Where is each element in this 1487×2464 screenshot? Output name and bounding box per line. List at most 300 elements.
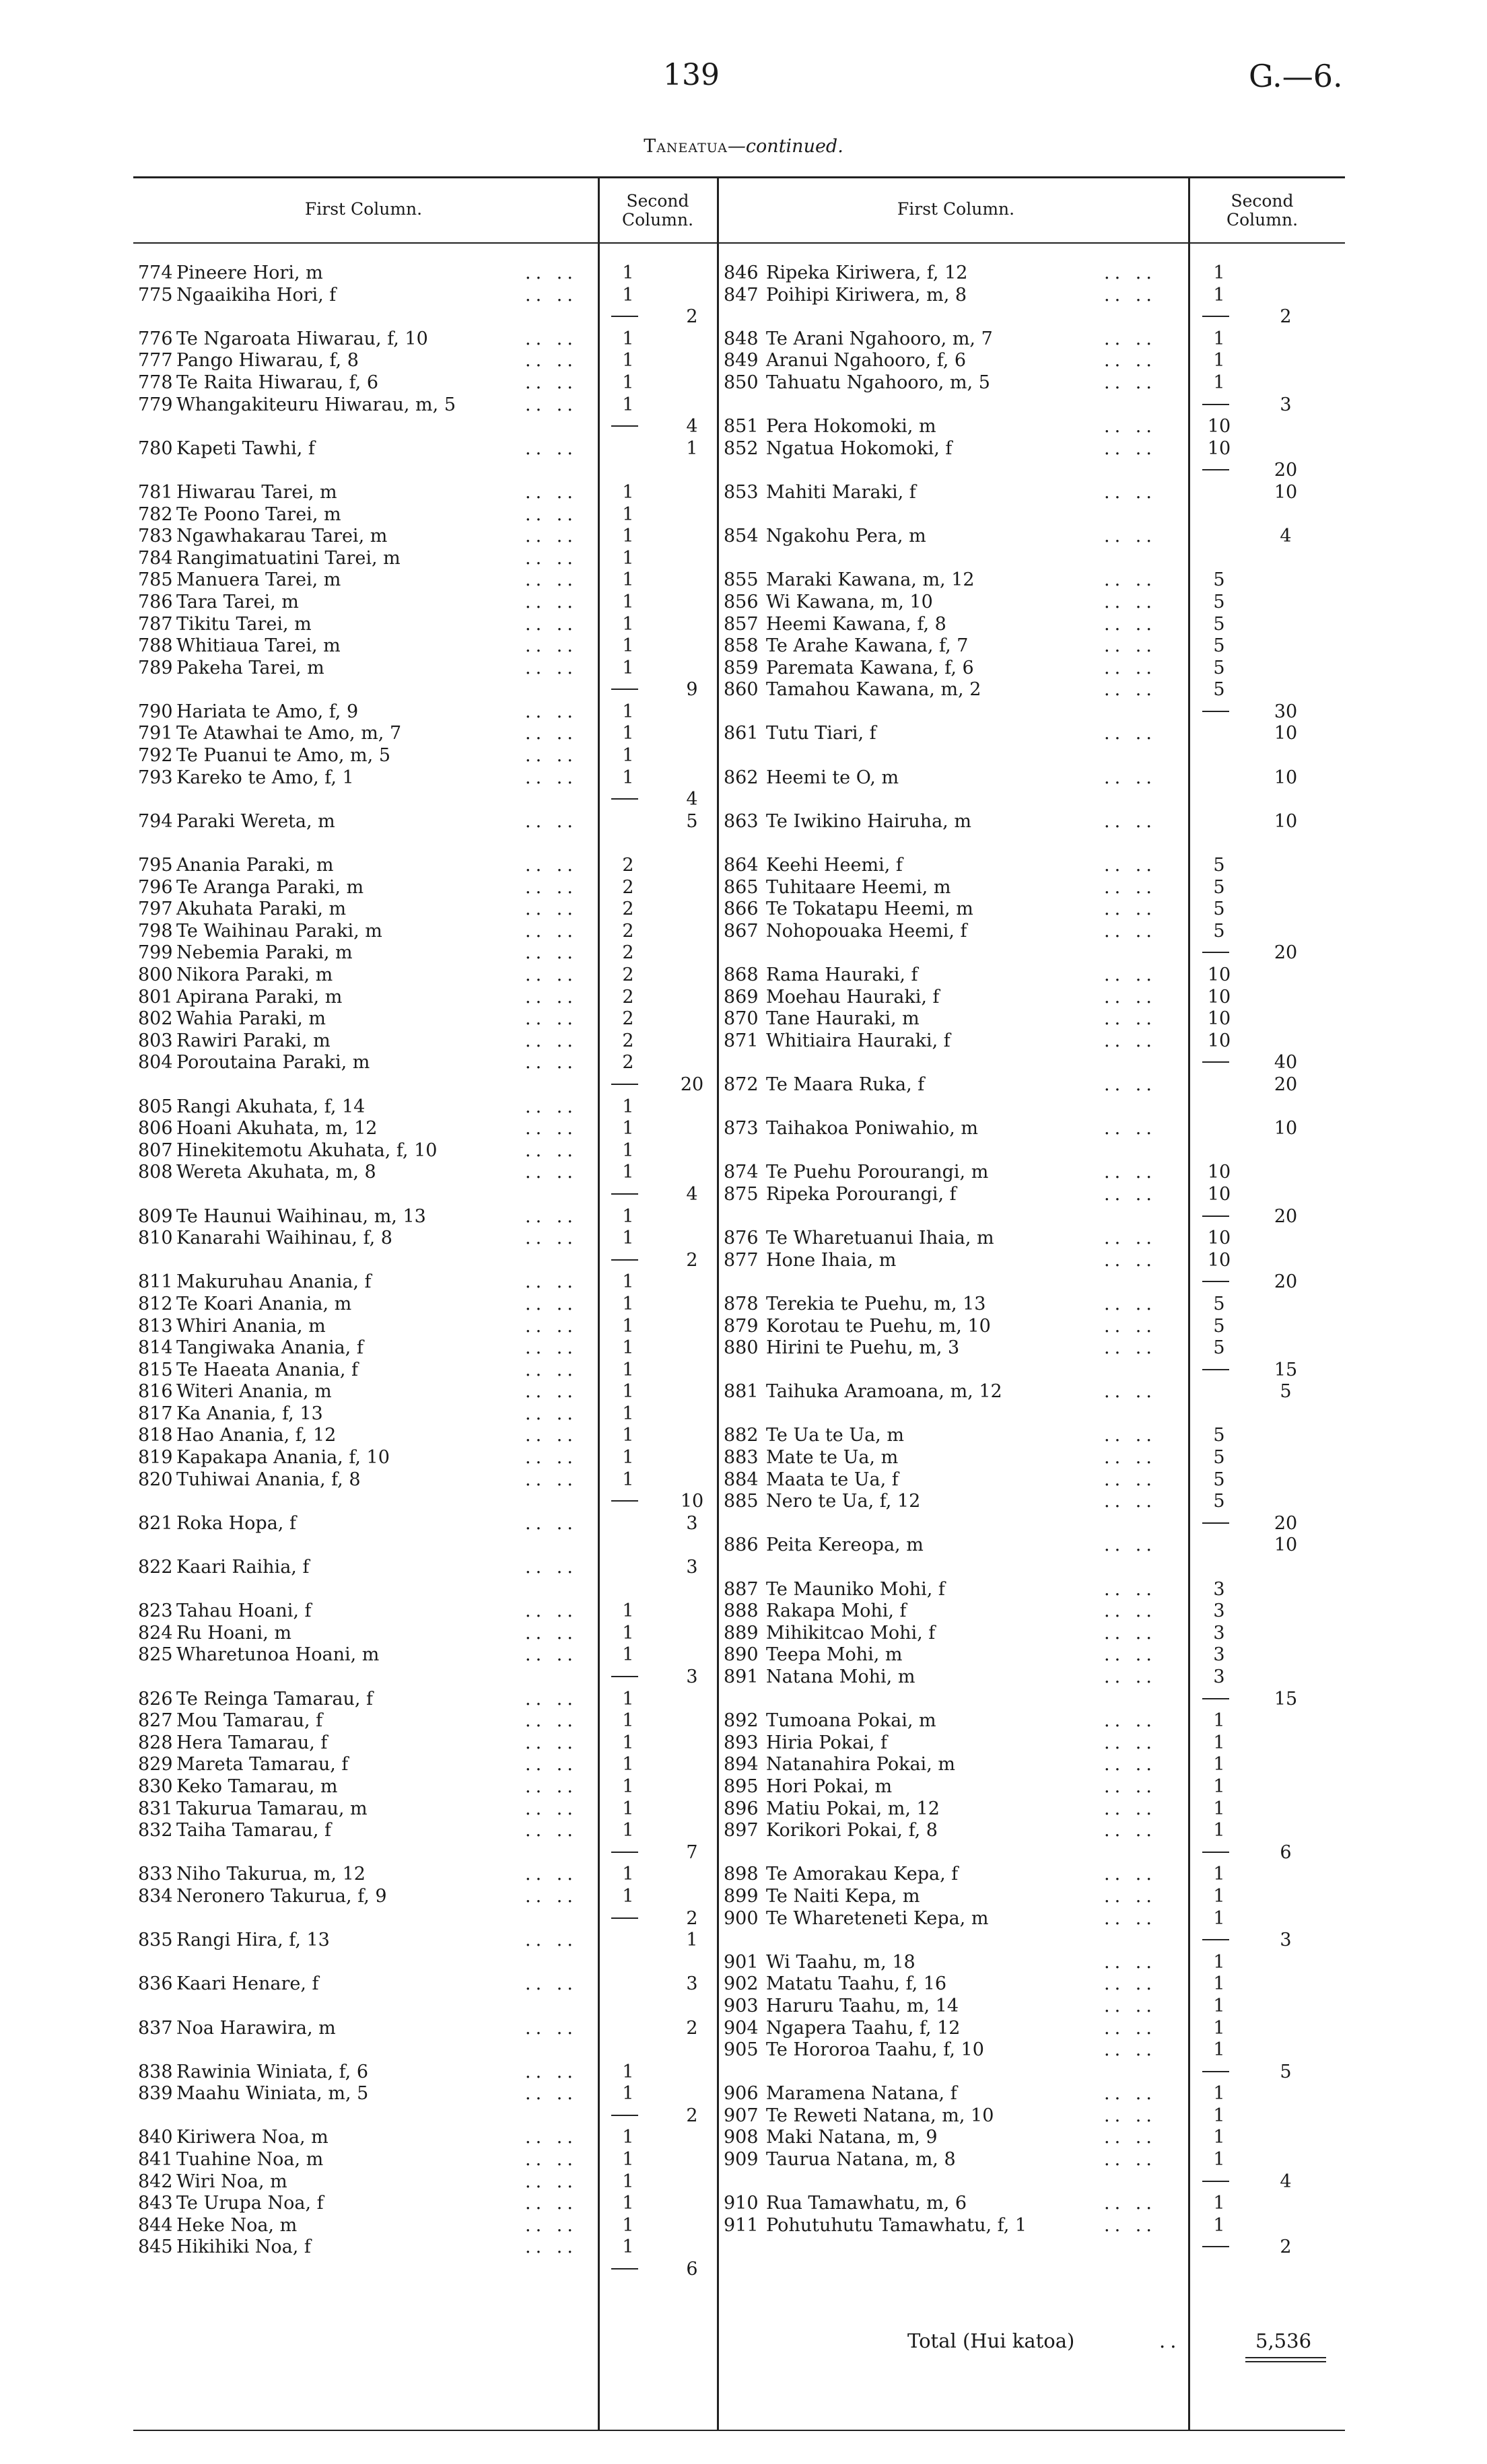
table-bottom-rule xyxy=(133,2430,1345,2431)
share-value: 1 xyxy=(1213,1907,1225,1929)
subtotal-row xyxy=(0,2171,1487,2193)
leader-dots: .. .. xyxy=(525,1403,578,1424)
share-value: 5 xyxy=(1213,1425,1225,1446)
table-row xyxy=(0,1623,1487,1645)
share-value: 5 xyxy=(1213,569,1225,591)
entry-number: 839 xyxy=(138,2083,173,2105)
leader-dots: .. .. xyxy=(1104,855,1156,876)
group-total: 30 xyxy=(1274,701,1298,722)
header-second-line: Second xyxy=(626,191,689,211)
entry-name: Natana Mohi, m xyxy=(766,1666,915,1687)
entry-number: 842 xyxy=(138,2171,173,2192)
leader-dots: .. .. xyxy=(525,1512,578,1534)
leader-dots: .. .. xyxy=(1104,1469,1156,1490)
leader-dots: .. .. xyxy=(1104,1864,1156,1885)
share-value: 1 xyxy=(622,1600,634,1622)
share-value: 1 xyxy=(622,372,634,393)
entry-number: 788 xyxy=(138,635,173,657)
entry-name: Tahuatu Ngahooro, m, 5 xyxy=(766,372,990,393)
table-row xyxy=(0,1776,1487,1798)
leader-dots: .. .. xyxy=(525,701,578,722)
leader-dots: .. .. xyxy=(525,723,578,744)
leader-dots: .. .. xyxy=(1104,1710,1156,1732)
table-row xyxy=(0,2149,1487,2171)
entry-number: 832 xyxy=(138,1820,173,1841)
subtotal-row xyxy=(0,1052,1487,1074)
share-value: 1 xyxy=(622,701,634,722)
entry-name: Kiriwera Noa, m xyxy=(176,2127,328,2148)
share-value: 1 xyxy=(622,547,634,569)
entry-name: Tangiwaka Anania, f xyxy=(176,1337,364,1359)
header-first-column-right: First Column. xyxy=(897,199,1015,219)
entry-number: 858 xyxy=(724,635,759,657)
entry-name: Tane Hauraki, m xyxy=(766,1008,920,1030)
group-total: 10 xyxy=(1274,1535,1298,1556)
entry-number: 901 xyxy=(724,1951,759,1973)
leader-dots: .. .. xyxy=(525,1337,578,1359)
leader-dots: .. .. xyxy=(1104,767,1156,788)
leader-dots: .. .. xyxy=(525,876,578,898)
share-value: 1 xyxy=(622,1644,634,1666)
leader-dots: .. .. xyxy=(525,986,578,1008)
share-value: 1 xyxy=(622,1754,634,1775)
group-total: 2 xyxy=(686,2105,698,2126)
entry-name: Kareko te Amo, f, 1 xyxy=(176,767,354,788)
share-value: 1 xyxy=(1213,1885,1225,1907)
group-total: 5 xyxy=(686,810,698,832)
share-value: 1 xyxy=(622,284,634,306)
share-value: 1 xyxy=(622,1205,634,1227)
leader-dots: .. .. xyxy=(1104,1600,1156,1622)
entry-name: Te Wharetuanui Ihaia, m xyxy=(766,1228,994,1249)
group-total: 4 xyxy=(1280,2171,1292,2192)
entry-number: 811 xyxy=(138,1271,173,1293)
share-value: 1 xyxy=(1213,1820,1225,1841)
leader-dots: .. .. xyxy=(1104,723,1156,744)
subtotal-dash xyxy=(1202,404,1229,405)
header-column-line: Column. xyxy=(1226,210,1299,230)
leader-dots: .. .. xyxy=(1104,1073,1156,1095)
share-value: 1 xyxy=(622,1118,634,1139)
table-row xyxy=(0,1184,1487,1206)
share-value: 10 xyxy=(1207,416,1231,437)
leader-dots: .. .. xyxy=(1104,1951,1156,1973)
leader-dots: .. .. xyxy=(525,2061,578,2082)
leader-dots: .. .. xyxy=(525,2149,578,2171)
entry-name: Wiri Noa, m xyxy=(176,2171,287,2192)
entry-name: Tutu Tiari, f xyxy=(766,723,876,744)
leader-dots: .. .. xyxy=(1104,1118,1156,1139)
entry-name: Maata te Ua, f xyxy=(766,1469,899,1490)
leader-dots: .. .. xyxy=(525,591,578,612)
leader-dots: .. .. xyxy=(525,394,578,415)
entry-name: Aranui Ngahooro, f, 6 xyxy=(766,350,967,372)
entry-number: 816 xyxy=(138,1381,173,1403)
entry-name: Wharetunoa Hoani, m xyxy=(176,1644,380,1666)
entry-number: 797 xyxy=(138,899,173,920)
entry-name: Rangi Akuhata, f, 14 xyxy=(176,1096,366,1117)
entry-number: 895 xyxy=(724,1775,759,1797)
entry-name: Teepa Mohi, m xyxy=(766,1644,903,1666)
entry-name: Moehau Hauraki, f xyxy=(766,986,940,1008)
entry-number: 848 xyxy=(724,328,759,349)
entry-name: Makuruhau Anania, f xyxy=(176,1271,372,1293)
share-value: 1 xyxy=(1213,2017,1225,2039)
document-reference: G.—6. xyxy=(1249,58,1343,94)
entry-name: Tuhitaare Heemi, m xyxy=(766,876,951,898)
share-value: 1 xyxy=(622,1622,634,1644)
entry-name: Tikitu Tarei, m xyxy=(176,613,312,635)
entry-number: 885 xyxy=(724,1491,759,1512)
leader-dots: .. .. xyxy=(525,547,578,569)
entry-name: Wi Kawana, m, 10 xyxy=(766,591,933,612)
entry-name: Tamahou Kawana, m, 2 xyxy=(766,679,981,701)
subtotal-dash xyxy=(1202,2181,1229,2182)
entry-number: 838 xyxy=(138,2061,173,2082)
subtotal-row xyxy=(0,1206,1487,1228)
table-row xyxy=(0,2105,1487,2127)
share-value: 1 xyxy=(622,1315,634,1337)
leader-dots: .. .. xyxy=(525,1930,578,1951)
share-value: 10 xyxy=(1207,1228,1231,1249)
leader-dots: .. .. xyxy=(1104,2039,1156,2061)
leader-dots: .. .. xyxy=(525,1447,578,1469)
header-second-column-left xyxy=(600,192,715,230)
share-value: 1 xyxy=(622,613,634,635)
entry-name: Rangi Hira, f, 13 xyxy=(176,1930,330,1951)
leader-dots: .. .. xyxy=(1104,416,1156,437)
table-row xyxy=(0,372,1487,394)
total-double-underline xyxy=(1245,2361,1326,2362)
entry-number: 883 xyxy=(724,1447,759,1469)
entry-name: Hoani Akuhata, m, 12 xyxy=(176,1118,378,1139)
table-row xyxy=(0,1294,1487,1316)
entry-name: Hirini te Puehu, m, 3 xyxy=(766,1337,960,1359)
entry-number: 813 xyxy=(138,1315,173,1337)
leader-dots: .. .. xyxy=(1104,1775,1156,1797)
table-row xyxy=(0,723,1487,745)
share-value: 1 xyxy=(622,2083,634,2105)
share-value: 10 xyxy=(1207,1008,1231,1030)
entry-number: 879 xyxy=(724,1315,759,1337)
leader-dots: .. .. xyxy=(1104,1754,1156,1775)
subtotal-dash xyxy=(1202,1939,1229,1940)
group-total: 15 xyxy=(1274,1688,1298,1710)
leader-dots: .. .. xyxy=(1104,2149,1156,2171)
share-value: 5 xyxy=(1213,1469,1225,1490)
entry-number: 819 xyxy=(138,1447,173,1469)
subtotal-dash xyxy=(1202,1852,1229,1853)
group-total: 20 xyxy=(1274,1073,1298,1095)
leader-dots: .. .. xyxy=(525,1732,578,1753)
leader-dots: .. .. xyxy=(525,1139,578,1161)
table-row xyxy=(0,1425,1487,1447)
leader-dots: .. .. xyxy=(525,1162,578,1183)
leader-dots: .. .. xyxy=(1104,262,1156,283)
spacer-row xyxy=(0,833,1487,855)
entry-name: Neronero Takurua, f, 9 xyxy=(176,1885,387,1907)
entry-number: 875 xyxy=(724,1183,759,1205)
leader-dots: .. .. xyxy=(1104,1381,1156,1403)
entry-number: 809 xyxy=(138,1205,173,1227)
entry-name: Kaari Henare, f xyxy=(176,1973,319,1995)
leader-dots: .. .. xyxy=(525,1381,578,1403)
subtotal-dash xyxy=(1202,2246,1229,2247)
entry-number: 910 xyxy=(724,2193,759,2214)
leader-dots: .. .. xyxy=(1104,350,1156,372)
subtotal-dash xyxy=(1202,469,1229,470)
group-total: 2 xyxy=(686,1907,698,1929)
leader-dots: .. .. xyxy=(1104,2017,1156,2039)
group-total: 20 xyxy=(1274,1512,1298,1534)
share-value: 1 xyxy=(1213,2127,1225,2148)
leader-dots: .. .. xyxy=(525,2193,578,2214)
leader-dots: .. .. xyxy=(1104,372,1156,393)
table-row xyxy=(0,1996,1487,2018)
table-row xyxy=(0,2039,1487,2062)
entry-name: Kapeti Tawhi, f xyxy=(176,437,315,459)
entry-number: 887 xyxy=(724,1578,759,1600)
share-value: 1 xyxy=(622,1359,634,1380)
leader-dots: .. .. xyxy=(1104,1491,1156,1512)
leader-dots: .. .. xyxy=(525,2237,578,2258)
leader-dots: .. .. xyxy=(525,1600,578,1622)
table-row xyxy=(0,1381,1487,1403)
table-row xyxy=(0,1535,1487,1557)
share-value: 1 xyxy=(1213,1754,1225,1775)
leader-dots: .. .. xyxy=(1104,2105,1156,2126)
entry-name: Rama Hauraki, f xyxy=(766,964,918,985)
share-value: 10 xyxy=(1207,1249,1231,1271)
entry-number: 904 xyxy=(724,2017,759,2039)
entry-number: 892 xyxy=(724,1710,759,1732)
leader-dots: .. .. xyxy=(525,1754,578,1775)
share-value: 3 xyxy=(1213,1666,1225,1687)
share-value: 1 xyxy=(622,635,634,657)
entry-name: Ka Anania, f, 13 xyxy=(176,1403,323,1424)
entry-name: Te Koari Anania, m xyxy=(176,1293,352,1314)
entry-number: 827 xyxy=(138,1710,173,1732)
table-row xyxy=(0,877,1487,899)
table-row xyxy=(0,921,1487,943)
entry-name: Tuahine Noa, m xyxy=(176,2149,324,2171)
entry-number: 856 xyxy=(724,591,759,612)
entry-number: 897 xyxy=(724,1820,759,1841)
entry-name: Heke Noa, m xyxy=(176,2214,298,2236)
entry-name: Wi Taahu, m, 18 xyxy=(766,1951,915,1973)
subtotal-row xyxy=(0,1930,1487,1952)
table-row xyxy=(0,328,1487,351)
leader-dots: .. .. xyxy=(1104,2083,1156,2105)
entry-name: Pohutuhutu Tamawhatu, f, 1 xyxy=(766,2214,1027,2236)
entry-name: Te Haeata Anania, f xyxy=(176,1359,358,1380)
entry-number: 783 xyxy=(138,526,173,547)
share-value: 1 xyxy=(1213,328,1225,349)
leader-dots: .. .. xyxy=(1104,920,1156,942)
leader-dots: .. .. xyxy=(525,1359,578,1380)
table-row xyxy=(0,1666,1487,1689)
leader-dots: .. .. xyxy=(1104,437,1156,459)
entry-number: 812 xyxy=(138,1293,173,1314)
group-total: 20 xyxy=(1274,460,1298,481)
leader-dots: .. .. xyxy=(1104,1249,1156,1271)
table-row xyxy=(0,1162,1487,1184)
share-value: 5 xyxy=(1213,657,1225,678)
entry-name: Poroutaina Paraki, m xyxy=(176,1052,370,1073)
share-value: 1 xyxy=(622,1425,634,1446)
entry-name: Whitiaira Hauraki, f xyxy=(766,1030,950,1051)
entry-name: Hori Pokai, m xyxy=(766,1775,893,1797)
share-value: 1 xyxy=(622,2127,634,2148)
entry-name: Hera Tamarau, f xyxy=(176,1732,328,1753)
entry-name: Noa Harawira, m xyxy=(176,2017,336,2039)
entry-number: 886 xyxy=(724,1535,759,1556)
group-total: 20 xyxy=(1274,1205,1298,1227)
subtotal-dash xyxy=(1202,1369,1229,1370)
entry-name: Mihikitcao Mohi, f xyxy=(766,1622,936,1644)
leader-dots: .. .. xyxy=(1104,1030,1156,1051)
entry-name: Te Ua te Ua, m xyxy=(766,1425,904,1446)
entry-name: Mou Tamarau, f xyxy=(176,1710,323,1732)
entry-number: 780 xyxy=(138,437,173,459)
entry-number: 903 xyxy=(724,1995,759,2016)
leader-dots: .. .. xyxy=(1104,1732,1156,1753)
entry-name: Ripeka Porourangi, f xyxy=(766,1183,957,1205)
share-value: 5 xyxy=(1213,876,1225,898)
subtotal-dash xyxy=(1202,1522,1229,1524)
entry-name: Ru Hoani, m xyxy=(176,1622,291,1644)
table-row xyxy=(0,2193,1487,2215)
leader-dots: .. .. xyxy=(525,1644,578,1666)
group-total: 3 xyxy=(686,1512,698,1534)
entry-number: 851 xyxy=(724,416,759,437)
entry-name: Ngaaikiha Hori, f xyxy=(176,284,337,306)
table-row xyxy=(0,1491,1487,1513)
table-row xyxy=(0,2215,1487,2237)
group-total: 20 xyxy=(1274,942,1298,964)
entry-name: Pakeha Tarei, m xyxy=(176,657,324,678)
entry-name: Te Naiti Kepa, m xyxy=(766,1885,920,1907)
entry-number: 818 xyxy=(138,1425,173,1446)
share-value: 1 xyxy=(622,503,634,525)
table-row xyxy=(0,1228,1487,1250)
share-value: 1 xyxy=(1213,1732,1225,1753)
group-total: 10 xyxy=(680,1491,704,1512)
leader-dots: .. .. xyxy=(525,613,578,635)
leader-dots: .. .. xyxy=(525,855,578,876)
entry-name: Hiwarau Tarei, m xyxy=(176,481,337,503)
share-value: 2 xyxy=(622,1052,634,1073)
group-total: 4 xyxy=(686,1183,698,1205)
share-value: 10 xyxy=(1207,1030,1231,1051)
share-value: 10 xyxy=(1207,1183,1231,1205)
subtotal-row xyxy=(0,306,1487,328)
group-total: 1 xyxy=(686,437,698,459)
leader-dots: .. .. xyxy=(1104,526,1156,547)
table-row xyxy=(0,1710,1487,1732)
entry-number: 853 xyxy=(724,481,759,503)
group-total: 2 xyxy=(686,1249,698,1271)
table-row xyxy=(0,482,1487,504)
entry-name: Heemi te O, m xyxy=(766,767,899,788)
share-value: 5 xyxy=(1213,1293,1225,1314)
entry-name: Te Raita Hiwarau, f, 6 xyxy=(176,372,379,393)
leader-dots: .. .. xyxy=(1104,899,1156,920)
entry-number: 869 xyxy=(724,986,759,1008)
group-total: 1 xyxy=(686,1930,698,1951)
group-total: 10 xyxy=(1274,1118,1298,1139)
leader-dots: .. .. xyxy=(525,1030,578,1051)
entry-number: 865 xyxy=(724,876,759,898)
entry-number: 826 xyxy=(138,1688,173,1710)
entry-name: Ngatua Hokomoki, f xyxy=(766,437,953,459)
entry-name: Mate te Ua, m xyxy=(766,1447,899,1469)
share-value: 3 xyxy=(1213,1644,1225,1666)
share-value: 1 xyxy=(622,1820,634,1841)
subtotal-dash xyxy=(1202,2071,1229,2072)
entry-name: Tumoana Pokai, m xyxy=(766,1710,936,1732)
leader-dots: .. .. xyxy=(1104,1973,1156,1995)
entry-number: 889 xyxy=(724,1622,759,1644)
entry-name: Tahau Hoani, f xyxy=(176,1600,312,1622)
total-underline xyxy=(1245,2357,1326,2358)
share-value: 2 xyxy=(622,964,634,985)
entry-number: 806 xyxy=(138,1118,173,1139)
group-total: 2 xyxy=(686,306,698,328)
subtitle-caps: Taneatua xyxy=(644,136,728,157)
entry-number: 849 xyxy=(724,350,759,372)
leader-dots: .. .. xyxy=(525,2214,578,2236)
total-leader-dots: .. xyxy=(1159,2329,1181,2352)
share-value: 2 xyxy=(622,1030,634,1051)
leader-dots: .. .. xyxy=(525,635,578,657)
entry-name: Ngawhakarau Tarei, m xyxy=(176,526,388,547)
table-row xyxy=(0,987,1487,1009)
table-row xyxy=(0,1973,1487,1996)
entry-number: 873 xyxy=(724,1118,759,1139)
entry-number: 906 xyxy=(724,2083,759,2105)
entry-number: 866 xyxy=(724,899,759,920)
table-row xyxy=(0,658,1487,680)
entry-name: Hariata te Amo, f, 9 xyxy=(176,701,359,722)
table-row xyxy=(0,1074,1487,1096)
group-total: 10 xyxy=(1274,481,1298,503)
leader-dots: .. .. xyxy=(525,328,578,349)
entry-number: 877 xyxy=(724,1249,759,1271)
subtotal-dash xyxy=(1202,1698,1229,1699)
group-total: 2 xyxy=(686,2017,698,2039)
subtotal-row xyxy=(0,1842,1487,1864)
leader-dots: .. .. xyxy=(1104,1162,1156,1183)
entry-name: Whangakiteuru Hiwarau, m, 5 xyxy=(176,394,456,415)
entry-number: 881 xyxy=(724,1381,759,1403)
entry-number: 841 xyxy=(138,2149,173,2171)
entry-name: Matiu Pokai, m, 12 xyxy=(766,1798,940,1819)
entry-number: 820 xyxy=(138,1469,173,1490)
leader-dots: .. .. xyxy=(1104,1995,1156,2016)
entry-name: Te Urupa Noa, f xyxy=(176,2193,324,2214)
entry-number: 908 xyxy=(724,2127,759,2148)
total-value: 5,536 xyxy=(1255,2329,1312,2352)
entry-name: Whitiaua Tarei, m xyxy=(176,635,341,657)
share-value: 2 xyxy=(622,1008,634,1030)
entry-name: Maraki Kawana, m, 12 xyxy=(766,569,975,591)
entry-number: 802 xyxy=(138,1008,173,1030)
share-value: 3 xyxy=(1213,1600,1225,1622)
group-total: 2 xyxy=(1280,2237,1292,2258)
share-value: 1 xyxy=(622,1271,634,1293)
share-value: 1 xyxy=(1213,2039,1225,2061)
